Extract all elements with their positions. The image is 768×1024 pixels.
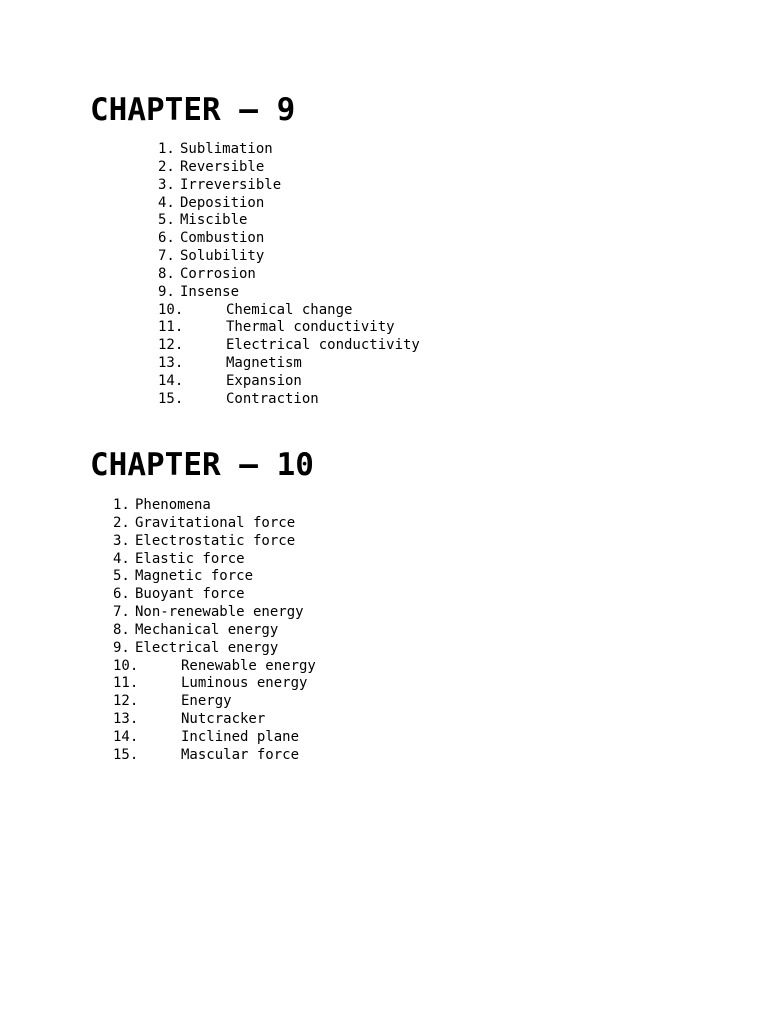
- item-number: 2.: [113, 514, 130, 531]
- item-text: Renewable energy: [181, 657, 316, 674]
- item-text: Thermal conductivity: [226, 319, 395, 336]
- item-text: Gravitational force: [135, 514, 296, 531]
- item-text: Nutcracker: [181, 711, 266, 728]
- item-text: Electrostatic force: [135, 532, 296, 549]
- chapter-9-title: CHAPTER – 9: [90, 92, 296, 128]
- item-number: 6.: [113, 586, 130, 603]
- item-number: 14.: [158, 372, 184, 389]
- item-text: Irreversible: [180, 176, 282, 193]
- item-text: Non-renewable energy: [135, 604, 304, 621]
- item-number: 5.: [113, 568, 130, 585]
- item-number: 3.: [158, 176, 175, 193]
- item-text: Expansion: [226, 372, 302, 389]
- item-number: 2.: [158, 158, 175, 175]
- item-number: 15.: [158, 390, 184, 407]
- item-number: 15.: [113, 746, 139, 763]
- item-number: 12.: [113, 693, 139, 710]
- item-number: 1.: [113, 497, 130, 513]
- item-number: 11.: [113, 675, 139, 692]
- item-text: Corrosion: [180, 265, 256, 282]
- item-text: Inclined plane: [181, 728, 300, 745]
- item-text: Mechanical energy: [135, 621, 279, 638]
- item-number: 12.: [158, 337, 184, 354]
- item-number: 13.: [158, 355, 184, 372]
- item-text: Buoyant force: [135, 586, 245, 603]
- item-number: 4.: [113, 550, 130, 567]
- item-number: 4.: [158, 194, 175, 211]
- item-number: 7.: [113, 604, 130, 621]
- item-text: Reversible: [180, 158, 265, 175]
- item-text: Deposition: [180, 194, 265, 211]
- item-number: 9.: [158, 283, 175, 300]
- item-text: Elastic force: [135, 550, 245, 567]
- item-number: 3.: [113, 532, 130, 549]
- item-text: Energy: [181, 693, 232, 710]
- item-text: Electrical energy: [135, 639, 279, 656]
- item-text: Mascular force: [181, 746, 300, 763]
- item-text: Electrical conductivity: [226, 337, 420, 354]
- item-text: Contraction: [226, 390, 319, 407]
- item-text: Magnetic force: [135, 568, 254, 585]
- item-text: Combustion: [180, 230, 265, 247]
- item-text: Miscible: [180, 212, 248, 229]
- item-text: Solubility: [180, 248, 265, 265]
- item-number: 10.: [158, 301, 184, 318]
- item-number: 8.: [158, 265, 175, 282]
- item-text: Magnetism: [226, 355, 302, 372]
- chapter-10-title: CHAPTER – 10: [90, 447, 314, 483]
- item-number: 5.: [158, 212, 175, 229]
- item-number: 11.: [158, 319, 184, 336]
- item-text: Insense: [180, 283, 240, 300]
- item-number: 7.: [158, 248, 175, 265]
- item-text: Luminous energy: [181, 675, 308, 692]
- item-number: 1.: [158, 141, 175, 157]
- item-number: 10.: [113, 657, 139, 674]
- item-text: Phenomena: [135, 497, 211, 513]
- item-number: 9.: [113, 639, 130, 656]
- item-number: 13.: [113, 711, 139, 728]
- item-number: 6.: [158, 230, 175, 247]
- item-text: Sublimation: [180, 141, 273, 157]
- item-number: 8.: [113, 621, 130, 638]
- item-number: 14.: [113, 728, 139, 745]
- item-text: Chemical change: [226, 301, 353, 318]
